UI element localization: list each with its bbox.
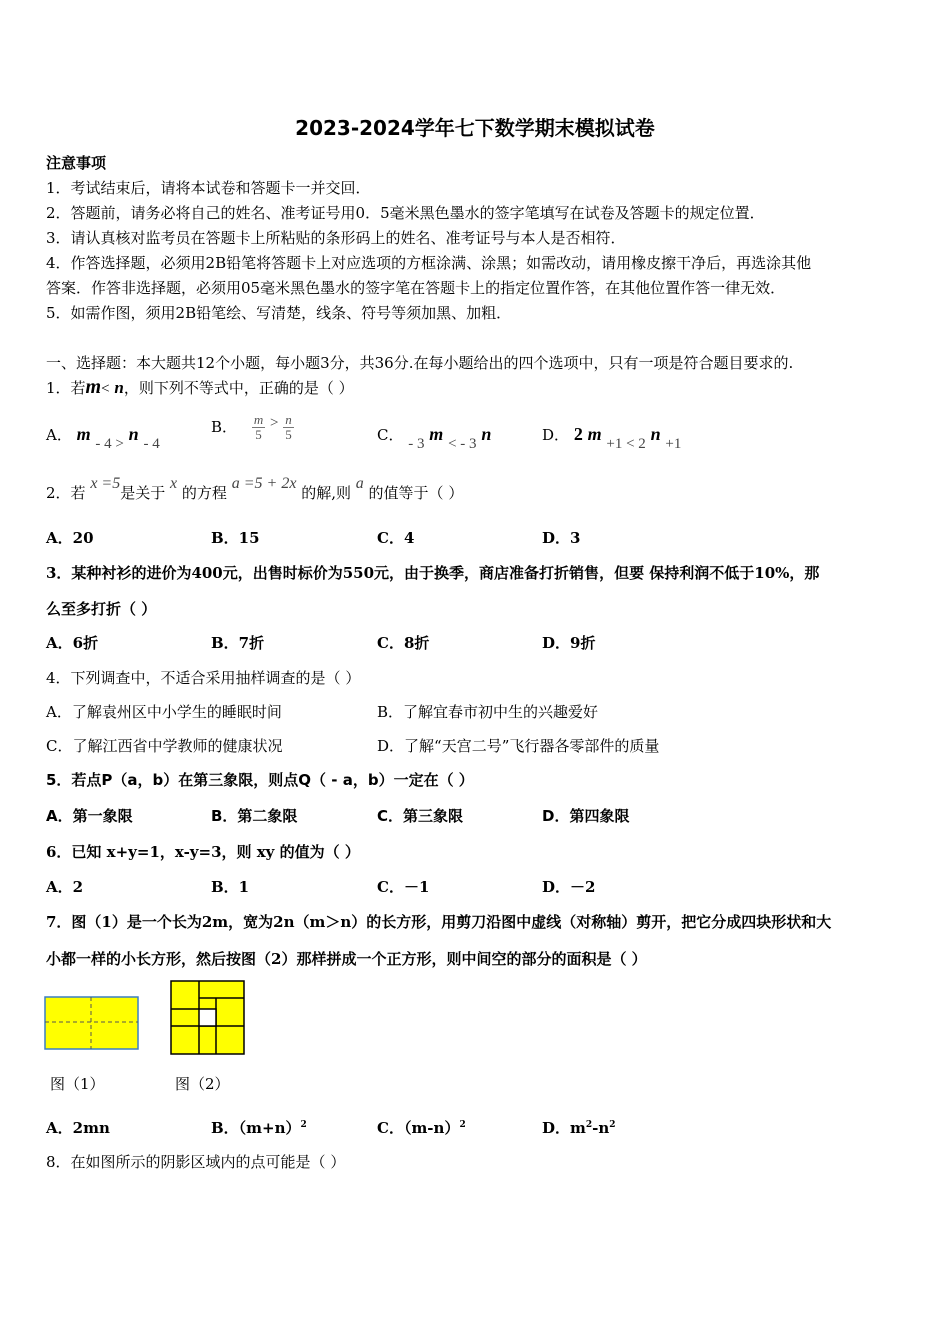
q3-option-a: A．6折: [46, 634, 99, 652]
q2-text: 的方程: [181, 484, 227, 502]
q2-var-x: x: [170, 475, 178, 492]
q2-eq1: x =5: [90, 475, 121, 492]
figure-2-caption: 图（2）: [175, 1075, 230, 1093]
q3-option-c: C．8折: [377, 634, 430, 652]
question-5: 5．若点P（a，b）在第三象限，则点Q（ - a，b）一定在（ ）: [46, 771, 474, 789]
expr: +1 < 2: [606, 436, 646, 452]
question-8: 8．在如图所示的阴影区域内的点可能是（ ）: [46, 1153, 346, 1171]
fraction: $\frac{m}{5}$: [253, 412, 264, 442]
q1-var-n: n: [114, 378, 124, 397]
q1-lt: <: [101, 381, 110, 397]
fraction: $\frac{n}{5}$: [285, 412, 292, 442]
question-3-line2: 么至多打折（ ）: [46, 600, 157, 618]
notice-item: 3．请认真核对监考员在答题卡上所粘贴的条形码上的姓名、准考证号与本人是否相符．: [46, 229, 626, 247]
notice-item: 2．答题前，请务必将自己的姓名、准考证号用0．5毫米黑色墨水的签字笔填写在试卷及答题卡的规定位置．: [46, 204, 765, 222]
question-7-line2: 小都一样的小长方形，然后按图（2）那样拼成一个正方形，则中间空的部分的面积是（ ）: [46, 950, 647, 968]
q2-option-c: C．4: [377, 529, 415, 547]
question-6: 6．已知 x+y=1，x-y=3，则 xy 的值为（ ）: [46, 843, 360, 861]
q1-option-b: [211, 413, 294, 442]
q1-option-d: [542, 424, 682, 452]
q5-option-c: C．第三象限: [377, 807, 464, 825]
q6-option-b: B．1: [211, 878, 250, 896]
q5-option-d: D．第四象限: [542, 807, 630, 825]
section-heading: 一、选择题：本大题共12个小题，每小题3分，共36分.在每小题给出的四个选项中，只有一项是符合题目要求的.: [46, 354, 794, 372]
q4-option-c: C．了解江西省中学教师的健康状况: [46, 737, 283, 755]
figure-2-center-hole: [199, 1009, 216, 1026]
question-7-line1: 7．图（1）是一个长为2m，宽为2n（m＞n）的长方形，用剪刀沿图中虚线（对称轴）剪开，把它分成四块形状和大: [46, 913, 832, 931]
question-1: [46, 376, 354, 399]
page-title: 2023-2024学年七下数学期末模拟试卷: [295, 116, 655, 140]
q2-option-d: D．3: [542, 529, 581, 547]
var-n: n: [650, 424, 661, 444]
q7-option-a: A．2mn: [46, 1119, 110, 1137]
notice-item: 4．作答选择题，必须用2B铅笔将答题卡上对应选项的方框涂满、涂黑；如需改动，请用橡皮擦干净后，再选涂其他: [46, 254, 812, 272]
q3-option-d: D．9折: [542, 634, 596, 652]
figure-1-rectangle: [44, 996, 140, 1051]
notice-heading: 注意事项: [46, 154, 107, 172]
option-label: D．: [542, 426, 570, 444]
q6-option-c: C．－1: [377, 878, 430, 896]
q1-option-a: [46, 424, 160, 452]
q2-text: 的值等于（ ）: [368, 484, 464, 502]
q2-text: 是关于: [120, 484, 166, 502]
q4-option-d: D．了解“天宫二号”飞行器各零部件的质量: [377, 737, 660, 755]
figure-1-caption: 图（1）: [50, 1075, 105, 1093]
q7-option-b: B．$(m+n)^2$: [211, 1119, 307, 1137]
gt-symbol: >: [269, 415, 279, 431]
q2-option-b: B．15: [211, 529, 260, 547]
expr: - 3: [408, 436, 425, 452]
q1-suffix: ，则下列不等式中，正确的是（ ）: [123, 379, 354, 397]
q2-text: 的解,则: [301, 484, 351, 502]
notice-item: 答案．作答非选择题，必须用05毫米黑色墨水的签字笔在答题卡上的指定位置作答，在其他位置作答一律无效．: [46, 279, 786, 297]
q7-option-d: D．$m^2-n^2$: [542, 1119, 616, 1137]
question-3-line1: 3．某种衬衫的进价为400元，出售时标价为550元，由于换季，商店准备打折销售，但要 保持利润不低于10%，那: [46, 564, 820, 582]
coef: 2: [573, 424, 583, 444]
q5-option-b: B．第二象限: [211, 807, 298, 825]
q2-var-a: a: [355, 475, 364, 492]
q2-prefix: 2．若: [46, 484, 86, 502]
q7-option-c: C．$(m-n)^2$: [377, 1119, 466, 1137]
expr: - 4: [143, 436, 160, 452]
q6-option-a: A．2: [46, 878, 84, 896]
q5-option-a: A．第一象限: [46, 807, 133, 825]
question-2: [46, 475, 464, 503]
q1-prefix: 1．若: [46, 379, 86, 397]
q1-option-c: [377, 424, 492, 452]
q6-option-d: D．－2: [542, 878, 596, 896]
var-m: m: [429, 424, 444, 444]
q4-option-b: B．了解宜春市初中生的兴趣爱好: [377, 703, 599, 721]
expr: - 4 >: [95, 436, 124, 452]
figure-2-square: [170, 980, 246, 1056]
expr: +1: [665, 436, 682, 452]
notice-item: 1．考试结束后，请将本试卷和答题卡一并交回．: [46, 179, 371, 197]
q2-option-a: A．20: [46, 529, 94, 547]
question-4: 4．下列调查中，不适合采用抽样调查的是（ ）: [46, 669, 361, 687]
q4-option-a: A．了解袁州区中小学生的睡眠时间: [46, 703, 282, 721]
var-m: m: [76, 424, 91, 444]
var-n: n: [481, 424, 492, 444]
q2-eq2: a =5 + 2x: [231, 475, 297, 492]
var-m: m: [587, 424, 602, 444]
option-label: C．: [377, 426, 404, 444]
option-label: A．: [46, 426, 72, 444]
q3-option-b: B．7折: [211, 634, 265, 652]
q1-var-m: m: [85, 376, 102, 398]
expr: < - 3: [448, 436, 477, 452]
option-label: B．: [211, 417, 238, 436]
var-n: n: [128, 424, 139, 444]
notice-item: 5．如需作图，须用2B铅笔绘、写清楚，线条、符号等须加黑、加粗．: [46, 304, 512, 322]
